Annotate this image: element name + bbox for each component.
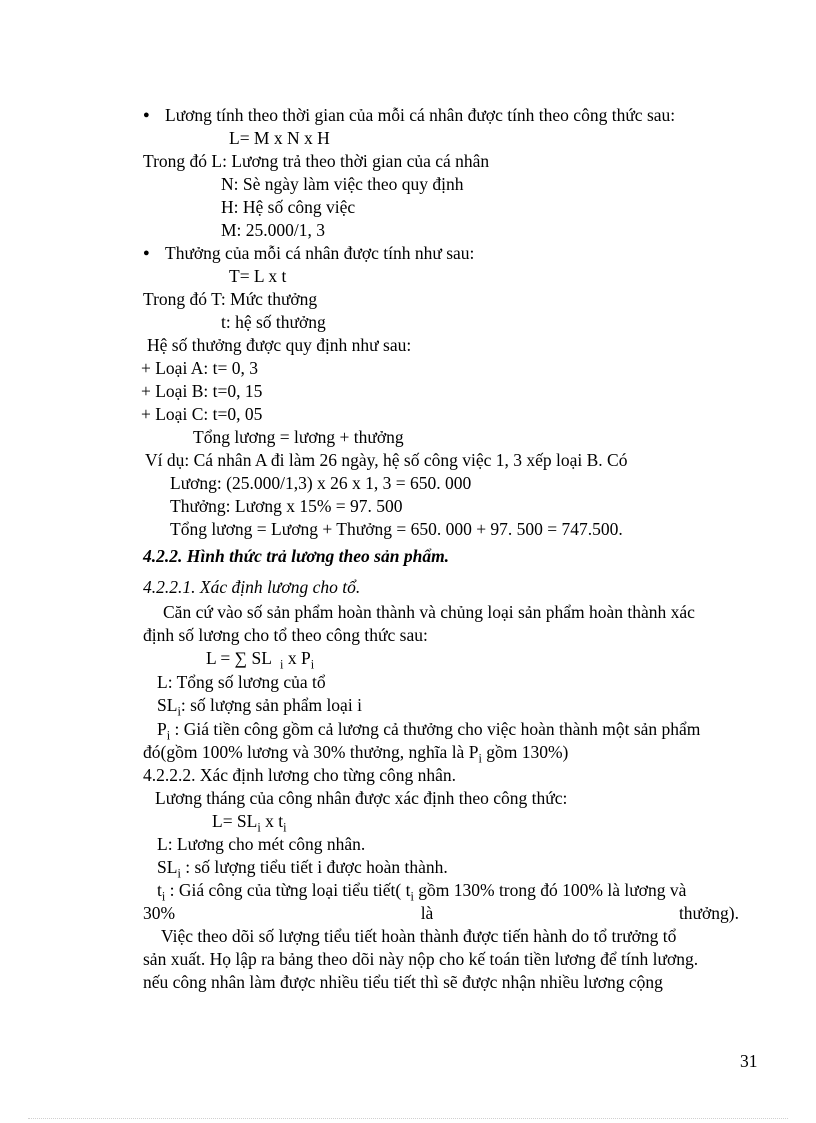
text-line: t: hệ số thưởng xyxy=(221,312,326,332)
formula-line: Tổng lương = lương + thưởng xyxy=(193,427,404,447)
text-line: Việc theo dõi số lượng tiểu tiết hoàn thành được tiến hành do tổ trưởng tổ xyxy=(161,926,677,946)
text-line: Thưởng: Lương x 15% = 97. 500 xyxy=(170,496,403,516)
section-heading: 4.2.2. Hình thức trả lương theo sản phẩm. xyxy=(143,546,450,566)
text-line: Trong đó T: Mức thưởng xyxy=(143,289,318,309)
text-line: Lương tính theo thời gian của mỗi cá nhân được tính theo công thức sau: xyxy=(165,105,676,125)
text-line: $SL_i$ : số lượng tiểu tiết i được hoàn thành. xyxy=(157,857,448,881)
text-line: nếu công nhân làm được nhiều tiểu tiết thì sẽ được nhận nhiều lương cộng xyxy=(143,972,663,992)
subsection-heading: 4.2.2.2. Xác định lương cho từng công nhân. xyxy=(143,765,457,785)
text-line: H: Hệ số công việc xyxy=(221,197,356,217)
text-line: đó(gồm 100% lương và 30% thưởng, nghĩa là $P_i$ gồm 130%) xyxy=(143,742,569,766)
subsection-heading: 4.2.2.1. Xác định lương cho tổ. xyxy=(143,577,361,597)
page-number: 31 xyxy=(740,1051,758,1071)
page-bottom-border xyxy=(28,1118,788,1119)
formula-line: T= L x t xyxy=(229,266,287,286)
formula-line: L = ∑ SL $_i$ x $P_i$ xyxy=(206,648,315,672)
text-line: L: Lương cho mét công nhân. xyxy=(157,834,366,854)
text-fragment: là xyxy=(420,903,434,923)
text-line: Lương tháng của công nhân được xác định theo công thức: xyxy=(155,788,568,808)
text-line: Hệ số thưởng được quy định như sau: xyxy=(147,335,412,355)
formula-line: $L= SL_i$ x $t_i$ xyxy=(212,811,287,835)
text-line: Trong đó L: Lương trả theo thời gian của cá nhân xyxy=(143,151,490,171)
text-line: định số lương cho tổ theo công thức sau: xyxy=(143,625,428,645)
text-line: $SL_i$: số lượng sản phẩm loại i xyxy=(157,695,362,719)
text-line: $P_i$ : Giá tiền công gồm cả lương cả thưởng cho việc hoàn thành một sản phẩm xyxy=(157,719,701,743)
text-fragment: 30% xyxy=(143,903,176,923)
text-fragment: thưởng). xyxy=(678,903,739,923)
text-line: $t_i$ : Giá công của từng loại tiểu tiết( $t_i$ gồm 130% trong đó 100% là lương và xyxy=(157,880,687,904)
text-line: Căn cứ vào số sản phẩm hoàn thành và chủng loại sản phẩm hoàn thành xác xyxy=(163,602,695,622)
text-line: + Loại C: t=0, 05 xyxy=(141,404,263,424)
text-line: sản xuất. Họ lập ra bảng theo dõi này nộp cho kế toán tiền lương để tính lương. xyxy=(143,949,699,969)
bullet-icon: ● xyxy=(143,109,150,121)
text-line: Tổng lương = Lương + Thưởng = 650. 000 + 97. 500 = 747.500. xyxy=(170,519,623,539)
text-line: + Loại B: t=0, 15 xyxy=(141,381,263,401)
text-line: Thưởng của mỗi cá nhân được tính như sau: xyxy=(165,243,475,263)
text-line xyxy=(143,902,739,925)
text-line: Lương: (25.000/1,3) x 26 x 1, 3 = 650. 000 xyxy=(170,473,472,493)
formula-line: L= M x N x H xyxy=(229,128,330,148)
bullet-icon: ● xyxy=(143,247,150,259)
text-line: L: Tổng số lương của tổ xyxy=(157,672,326,692)
text-line: Ví dụ: Cá nhân A đi làm 26 ngày, hệ số công việc 1, 3 xếp loại B. Có xyxy=(145,450,628,470)
text-line: + Loại A: t= 0, 3 xyxy=(141,358,258,378)
text-line: M: 25.000/1, 3 xyxy=(221,220,326,240)
text-line: N: Sè ngày làm việc theo quy định xyxy=(221,174,464,194)
